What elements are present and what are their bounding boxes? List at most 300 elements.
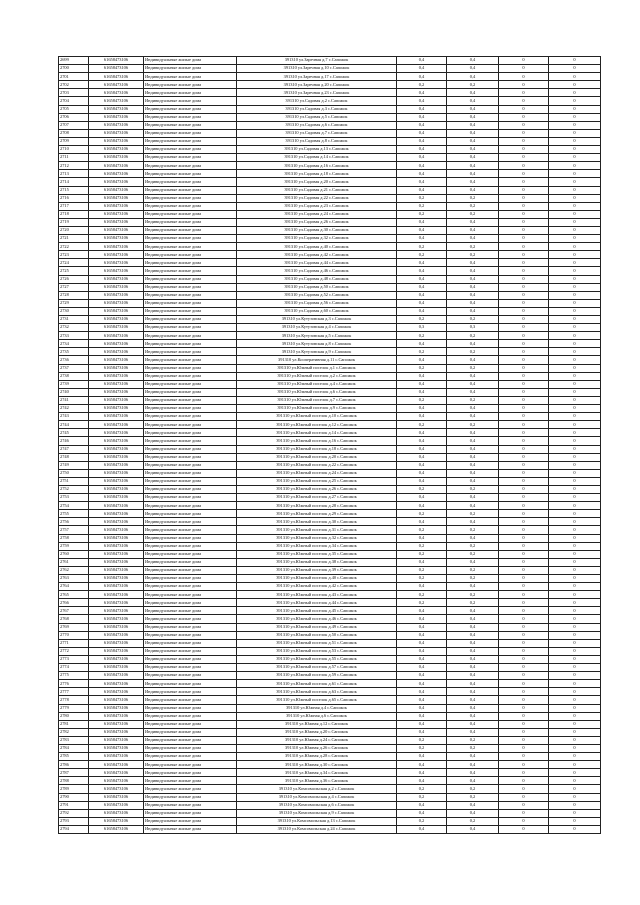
value-cell-4: 0 xyxy=(549,575,601,583)
value-cell-3: 0 xyxy=(499,307,549,315)
category-cell: Индивидуальные жилые дома xyxy=(144,307,237,315)
value-cell-4: 0 xyxy=(549,534,601,542)
category-cell: Индивидуальные жилые дома xyxy=(144,170,237,178)
code-cell: 61658473106 xyxy=(89,688,144,696)
value-cell-1: 0,4 xyxy=(397,696,447,704)
value-cell-1: 0,4 xyxy=(397,647,447,655)
table-row xyxy=(59,97,601,105)
category-cell: Индивидуальные жилые дома xyxy=(144,445,237,453)
value-cell-1: 0,4 xyxy=(397,372,447,380)
table-row xyxy=(59,599,601,607)
row-number-cell: 2780 xyxy=(59,712,89,720)
code-cell: 61658473106 xyxy=(89,129,144,137)
code-cell: 61658473106 xyxy=(89,817,144,825)
category-cell: Индивидуальные жилые дома xyxy=(144,696,237,704)
category-cell: Индивидуальные жилые дома xyxy=(144,583,237,591)
value-cell-2: 0,2 xyxy=(447,526,499,534)
address-cell: 391310 ул.Южный поселок д.45 с.Сапожок xyxy=(237,607,397,615)
address-cell: 391310 ул.Садовая д.5 с.Сапожок xyxy=(237,113,397,121)
address-cell: 391310 ул.Южный поселок д.30 с.Сапожок xyxy=(237,518,397,526)
address-cell: 391310 ул.Южный поселок д.51 с.Сапожок xyxy=(237,639,397,647)
value-cell-1: 0,4 xyxy=(397,672,447,680)
value-cell-3: 0 xyxy=(499,777,549,785)
value-cell-3: 0 xyxy=(499,542,549,550)
value-cell-2: 0,2 xyxy=(447,744,499,752)
address-cell: 391310 ул.Садовая д.42 с.Сапожок xyxy=(237,251,397,259)
row-number-cell: 2733 xyxy=(59,332,89,340)
value-cell-3: 0 xyxy=(499,494,549,502)
value-cell-1: 0,2 xyxy=(397,202,447,210)
value-cell-4: 0 xyxy=(549,396,601,404)
address-cell: 391310 ул.Садовая д.26 с.Сапожок xyxy=(237,218,397,226)
value-cell-3: 0 xyxy=(499,154,549,162)
value-cell-3: 0 xyxy=(499,226,549,234)
table-row xyxy=(59,469,601,477)
category-cell: Индивидуальные жилые дома xyxy=(144,728,237,736)
category-cell: Индивидуальные жилые дома xyxy=(144,817,237,825)
row-number-cell: 2704 xyxy=(59,97,89,105)
value-cell-3: 0 xyxy=(499,405,549,413)
table-row xyxy=(59,583,601,591)
category-cell: Индивидуальные жилые дома xyxy=(144,154,237,162)
code-cell: 61658473106 xyxy=(89,825,144,833)
value-cell-2: 0,4 xyxy=(447,494,499,502)
table-row xyxy=(59,647,601,655)
code-cell: 61658473106 xyxy=(89,405,144,413)
row-number-cell: 2781 xyxy=(59,720,89,728)
table-row xyxy=(59,801,601,809)
value-cell-1: 0,2 xyxy=(397,736,447,744)
value-cell-2: 0,4 xyxy=(447,372,499,380)
row-number-cell: 2735 xyxy=(59,348,89,356)
value-cell-3: 0 xyxy=(499,566,549,574)
value-cell-1: 0,4 xyxy=(397,720,447,728)
value-cell-3: 0 xyxy=(499,550,549,558)
category-cell: Индивидуальные жилые дома xyxy=(144,89,237,97)
code-cell: 61658473106 xyxy=(89,251,144,259)
value-cell-3: 0 xyxy=(499,753,549,761)
value-cell-3: 0 xyxy=(499,348,549,356)
value-cell-1: 0,4 xyxy=(397,664,447,672)
value-cell-2: 0,2 xyxy=(447,421,499,429)
value-cell-4: 0 xyxy=(549,429,601,437)
code-cell: 61658473106 xyxy=(89,429,144,437)
table-row xyxy=(59,477,601,485)
value-cell-4: 0 xyxy=(549,502,601,510)
value-cell-2: 0,2 xyxy=(447,591,499,599)
code-cell: 61658473106 xyxy=(89,704,144,712)
value-cell-3: 0 xyxy=(499,575,549,583)
table-row xyxy=(59,137,601,145)
address-cell: 391310 ул.Садовая д.44 с.Сапожок xyxy=(237,259,397,267)
table-row xyxy=(59,518,601,526)
table-row xyxy=(59,316,601,324)
row-number-cell: 2765 xyxy=(59,591,89,599)
value-cell-4: 0 xyxy=(549,817,601,825)
value-cell-1: 0,4 xyxy=(397,388,447,396)
value-cell-1: 0,3 xyxy=(397,324,447,332)
value-cell-3: 0 xyxy=(499,583,549,591)
value-cell-3: 0 xyxy=(499,356,549,364)
address-cell: 391310 ул.Садовая д.22 с.Сапожок xyxy=(237,194,397,202)
table-row xyxy=(59,154,601,162)
value-cell-2: 0,4 xyxy=(447,356,499,364)
table-row xyxy=(59,65,601,73)
table-row xyxy=(59,121,601,129)
table-row xyxy=(59,218,601,226)
value-cell-4: 0 xyxy=(549,453,601,461)
value-cell-3: 0 xyxy=(499,615,549,623)
value-cell-3: 0 xyxy=(499,316,549,324)
category-cell: Индивидуальные жилые дома xyxy=(144,744,237,752)
code-cell: 61658473106 xyxy=(89,348,144,356)
address-cell: 391310 ул.Южный поселок д.40 с.Сапожок xyxy=(237,575,397,583)
address-cell: 391310 ул.Комсомольская д.9 с.Сапожок xyxy=(237,809,397,817)
value-cell-4: 0 xyxy=(549,753,601,761)
value-cell-2: 0,4 xyxy=(447,162,499,170)
value-cell-3: 0 xyxy=(499,720,549,728)
value-cell-2: 0,4 xyxy=(447,97,499,105)
category-cell: Индивидуальные жилые дома xyxy=(144,477,237,485)
address-cell: 391310 ул.Южный поселок д.53 с.Сапожок xyxy=(237,647,397,655)
category-cell: Индивидуальные жилые дома xyxy=(144,275,237,283)
table-row xyxy=(59,396,601,404)
category-cell: Индивидуальные жилые дома xyxy=(144,736,237,744)
table-row xyxy=(59,283,601,291)
category-cell: Индивидуальные жилые дома xyxy=(144,178,237,186)
table-row xyxy=(59,680,601,688)
category-cell: Индивидуальные жилые дома xyxy=(144,291,237,299)
table-row xyxy=(59,566,601,574)
value-cell-1: 0,4 xyxy=(397,154,447,162)
value-cell-2: 0,2 xyxy=(447,566,499,574)
table-row xyxy=(59,655,601,663)
value-cell-1: 0,4 xyxy=(397,655,447,663)
address-cell: 391310 ул.Южный поселок д.29 с.Сапожок xyxy=(237,510,397,518)
value-cell-1: 0,4 xyxy=(397,57,447,65)
value-cell-4: 0 xyxy=(549,672,601,680)
code-cell: 61658473106 xyxy=(89,186,144,194)
row-number-cell: 2715 xyxy=(59,186,89,194)
value-cell-1: 0,4 xyxy=(397,688,447,696)
value-cell-2: 0,4 xyxy=(447,259,499,267)
value-cell-1: 0,4 xyxy=(397,728,447,736)
category-cell: Индивидуальные жилые дома xyxy=(144,437,237,445)
row-number-cell: 2738 xyxy=(59,372,89,380)
value-cell-3: 0 xyxy=(499,728,549,736)
value-cell-4: 0 xyxy=(549,801,601,809)
category-cell: Индивидуальные жилые дома xyxy=(144,251,237,259)
table-row xyxy=(59,461,601,469)
value-cell-1: 0,4 xyxy=(397,146,447,154)
code-cell: 61658473106 xyxy=(89,494,144,502)
value-cell-2: 0,2 xyxy=(447,396,499,404)
code-cell: 61658473106 xyxy=(89,307,144,315)
value-cell-4: 0 xyxy=(549,178,601,186)
value-cell-4: 0 xyxy=(549,218,601,226)
row-number-cell: 2732 xyxy=(59,324,89,332)
code-cell: 61658473106 xyxy=(89,73,144,81)
row-number-cell: 2734 xyxy=(59,340,89,348)
value-cell-2: 0,4 xyxy=(447,623,499,631)
table-row xyxy=(59,73,601,81)
table-row xyxy=(59,494,601,502)
value-cell-2: 0,4 xyxy=(447,388,499,396)
code-cell: 61658473106 xyxy=(89,316,144,324)
value-cell-4: 0 xyxy=(549,202,601,210)
row-number-cell: 2699 xyxy=(59,57,89,65)
address-cell: 391310 ул.Садовая д.52 с.Сапожок xyxy=(237,291,397,299)
table-row xyxy=(59,186,601,194)
value-cell-4: 0 xyxy=(549,728,601,736)
value-cell-3: 0 xyxy=(499,437,549,445)
value-cell-2: 0,4 xyxy=(447,65,499,73)
value-cell-1: 0,2 xyxy=(397,251,447,259)
table-row xyxy=(59,194,601,202)
value-cell-3: 0 xyxy=(499,664,549,672)
code-cell: 61658473106 xyxy=(89,89,144,97)
address-cell: 391310 ул.Садовая д.48 с.Сапожок xyxy=(237,275,397,283)
address-cell: 391310 ул.Южный поселок д.49 с.Сапожок xyxy=(237,623,397,631)
value-cell-1: 0,4 xyxy=(397,712,447,720)
value-cell-3: 0 xyxy=(499,81,549,89)
category-cell: Индивидуальные жилые дома xyxy=(144,461,237,469)
code-cell: 61658473106 xyxy=(89,437,144,445)
table-row xyxy=(59,291,601,299)
address-cell: 391310 ул.Южный поселок д.20 с.Сапожок xyxy=(237,453,397,461)
value-cell-1: 0,2 xyxy=(397,316,447,324)
value-cell-3: 0 xyxy=(499,259,549,267)
value-cell-1: 0,4 xyxy=(397,623,447,631)
category-cell: Индивидуальные жилые дома xyxy=(144,73,237,81)
category-cell: Индивидуальные жилые дома xyxy=(144,396,237,404)
value-cell-4: 0 xyxy=(549,631,601,639)
value-cell-1: 0,2 xyxy=(397,744,447,752)
value-cell-1: 0,2 xyxy=(397,526,447,534)
value-cell-4: 0 xyxy=(549,81,601,89)
row-number-cell: 2728 xyxy=(59,291,89,299)
value-cell-4: 0 xyxy=(549,761,601,769)
value-cell-4: 0 xyxy=(549,477,601,485)
value-cell-2: 0,4 xyxy=(447,453,499,461)
row-number-cell: 2718 xyxy=(59,210,89,218)
table-row xyxy=(59,421,601,429)
value-cell-2: 0,4 xyxy=(447,477,499,485)
address-cell: 391310 ул.Южная д.36 с.Сапожок xyxy=(237,777,397,785)
value-cell-3: 0 xyxy=(499,73,549,81)
value-cell-3: 0 xyxy=(499,170,549,178)
value-cell-3: 0 xyxy=(499,736,549,744)
value-cell-1: 0,2 xyxy=(397,566,447,574)
value-cell-4: 0 xyxy=(549,405,601,413)
value-cell-2: 0,4 xyxy=(447,615,499,623)
value-cell-3: 0 xyxy=(499,801,549,809)
value-cell-1: 0,2 xyxy=(397,81,447,89)
address-cell: 391310 ул.Южная д.34 с.Сапожок xyxy=(237,769,397,777)
value-cell-1: 0,4 xyxy=(397,518,447,526)
value-cell-4: 0 xyxy=(549,647,601,655)
value-cell-2: 0,4 xyxy=(447,728,499,736)
value-cell-3: 0 xyxy=(499,372,549,380)
value-cell-1: 0,4 xyxy=(397,356,447,364)
value-cell-2: 0,4 xyxy=(447,146,499,154)
value-cell-4: 0 xyxy=(549,57,601,65)
value-cell-2: 0,4 xyxy=(447,413,499,421)
value-cell-4: 0 xyxy=(549,769,601,777)
value-cell-3: 0 xyxy=(499,655,549,663)
value-cell-4: 0 xyxy=(549,380,601,388)
address-cell: 391310 ул.Южная д.24 с.Сапожок xyxy=(237,736,397,744)
table-row xyxy=(59,534,601,542)
value-cell-2: 0,4 xyxy=(447,825,499,833)
value-cell-1: 0,2 xyxy=(397,396,447,404)
value-cell-3: 0 xyxy=(499,680,549,688)
row-number-cell: 2716 xyxy=(59,194,89,202)
value-cell-3: 0 xyxy=(499,113,549,121)
value-cell-3: 0 xyxy=(499,704,549,712)
value-cell-2: 0,4 xyxy=(447,655,499,663)
row-number-cell: 2785 xyxy=(59,753,89,761)
value-cell-2: 0,4 xyxy=(447,226,499,234)
category-cell: Индивидуальные жилые дома xyxy=(144,194,237,202)
code-cell: 61658473106 xyxy=(89,388,144,396)
value-cell-3: 0 xyxy=(499,558,549,566)
row-number-cell: 2770 xyxy=(59,631,89,639)
code-cell: 61658473106 xyxy=(89,243,144,251)
value-cell-1: 0,2 xyxy=(397,591,447,599)
address-cell: 391310 ул.Южный поселок д.38 с.Сапожок xyxy=(237,558,397,566)
row-number-cell: 2740 xyxy=(59,388,89,396)
value-cell-2: 0,4 xyxy=(447,631,499,639)
address-cell: 391310 ул.Южный поселок д.65 с.Сапожок xyxy=(237,696,397,704)
value-cell-2: 0,2 xyxy=(447,599,499,607)
table-row xyxy=(59,558,601,566)
value-cell-3: 0 xyxy=(499,243,549,251)
value-cell-3: 0 xyxy=(499,647,549,655)
row-number-cell: 2760 xyxy=(59,550,89,558)
code-cell: 61658473106 xyxy=(89,550,144,558)
row-number-cell: 2751 xyxy=(59,477,89,485)
value-cell-1: 0,4 xyxy=(397,113,447,121)
category-cell: Индивидуальные жилые дома xyxy=(144,405,237,413)
value-cell-3: 0 xyxy=(499,178,549,186)
code-cell: 61658473106 xyxy=(89,267,144,275)
address-cell: 391310 ул.Кутузовская д.5 с.Сапожок xyxy=(237,332,397,340)
row-number-cell: 2784 xyxy=(59,744,89,752)
code-cell: 61658473106 xyxy=(89,356,144,364)
value-cell-1: 0,4 xyxy=(397,704,447,712)
code-cell: 61658473106 xyxy=(89,396,144,404)
value-cell-2: 0,2 xyxy=(447,316,499,324)
value-cell-1: 0,2 xyxy=(397,542,447,550)
code-cell: 61658473106 xyxy=(89,736,144,744)
row-number-cell: 2761 xyxy=(59,558,89,566)
value-cell-3: 0 xyxy=(499,631,549,639)
table-row xyxy=(59,736,601,744)
category-cell: Индивидуальные жилые дома xyxy=(144,550,237,558)
address-cell: 391310 ул.Заречная д.17 с.Сапожок xyxy=(237,73,397,81)
address-cell: 391310 ул.Садовая д.24 с.Сапожок xyxy=(237,210,397,218)
value-cell-3: 0 xyxy=(499,283,549,291)
category-cell: Индивидуальные жилые дома xyxy=(144,607,237,615)
value-cell-2: 0,4 xyxy=(447,113,499,121)
address-cell: 391310 ул.Садовая д.46 с.Сапожок xyxy=(237,267,397,275)
table-row xyxy=(59,777,601,785)
address-cell: 391310 ул.Заречная д.7 с.Сапожок xyxy=(237,57,397,65)
value-cell-4: 0 xyxy=(549,372,601,380)
value-cell-3: 0 xyxy=(499,639,549,647)
address-cell: 391310 ул.Южный поселок д.32 с.Сапожок xyxy=(237,534,397,542)
table-row xyxy=(59,688,601,696)
category-cell: Индивидуальные жилые дома xyxy=(144,761,237,769)
value-cell-3: 0 xyxy=(499,696,549,704)
category-cell: Индивидуальные жилые дома xyxy=(144,664,237,672)
address-cell: 391310 ул.Южный поселок д.34 с.Сапожок xyxy=(237,542,397,550)
value-cell-2: 0,4 xyxy=(447,437,499,445)
address-cell: 391310 ул.Южная д.30 с.Сапожок xyxy=(237,761,397,769)
value-cell-2: 0,2 xyxy=(447,210,499,218)
code-cell: 61658473106 xyxy=(89,591,144,599)
row-number-cell: 2791 xyxy=(59,801,89,809)
row-number-cell: 2729 xyxy=(59,299,89,307)
row-number-cell: 2771 xyxy=(59,639,89,647)
value-cell-3: 0 xyxy=(499,97,549,105)
value-cell-3: 0 xyxy=(499,413,549,421)
row-number-cell: 2748 xyxy=(59,453,89,461)
value-cell-4: 0 xyxy=(549,704,601,712)
category-cell: Индивидуальные жилые дома xyxy=(144,720,237,728)
value-cell-2: 0,4 xyxy=(447,186,499,194)
value-cell-2: 0,4 xyxy=(447,534,499,542)
row-number-cell: 2725 xyxy=(59,267,89,275)
value-cell-4: 0 xyxy=(549,275,601,283)
category-cell: Индивидуальные жилые дома xyxy=(144,623,237,631)
value-cell-4: 0 xyxy=(549,542,601,550)
row-number-cell: 2722 xyxy=(59,243,89,251)
value-cell-2: 0,4 xyxy=(447,307,499,315)
row-number-cell: 2772 xyxy=(59,647,89,655)
value-cell-4: 0 xyxy=(549,680,601,688)
category-cell: Индивидуальные жилые дома xyxy=(144,647,237,655)
value-cell-3: 0 xyxy=(499,809,549,817)
value-cell-3: 0 xyxy=(499,607,549,615)
address-cell: 391310 ул.Заречная д.10 с.Сапожок xyxy=(237,65,397,73)
table-row xyxy=(59,744,601,752)
value-cell-1: 0,4 xyxy=(397,170,447,178)
value-cell-1: 0,4 xyxy=(397,307,447,315)
row-number-cell: 2703 xyxy=(59,89,89,97)
value-cell-3: 0 xyxy=(499,591,549,599)
code-cell: 61658473106 xyxy=(89,761,144,769)
code-cell: 61658473106 xyxy=(89,469,144,477)
value-cell-4: 0 xyxy=(549,210,601,218)
code-cell: 61658473106 xyxy=(89,194,144,202)
category-cell: Индивидуальные жилые дома xyxy=(144,81,237,89)
address-cell: 391310 ул.Садовая д.30 с.Сапожок xyxy=(237,226,397,234)
code-cell: 61658473106 xyxy=(89,647,144,655)
code-cell: 61658473106 xyxy=(89,162,144,170)
value-cell-1: 0,4 xyxy=(397,445,447,453)
value-cell-3: 0 xyxy=(499,57,549,65)
value-cell-1: 0,4 xyxy=(397,129,447,137)
code-cell: 61658473106 xyxy=(89,170,144,178)
value-cell-1: 0,4 xyxy=(397,607,447,615)
code-cell: 61658473106 xyxy=(89,769,144,777)
value-cell-3: 0 xyxy=(499,688,549,696)
value-cell-2: 0,4 xyxy=(447,445,499,453)
code-cell: 61658473106 xyxy=(89,299,144,307)
value-cell-1: 0,2 xyxy=(397,510,447,518)
